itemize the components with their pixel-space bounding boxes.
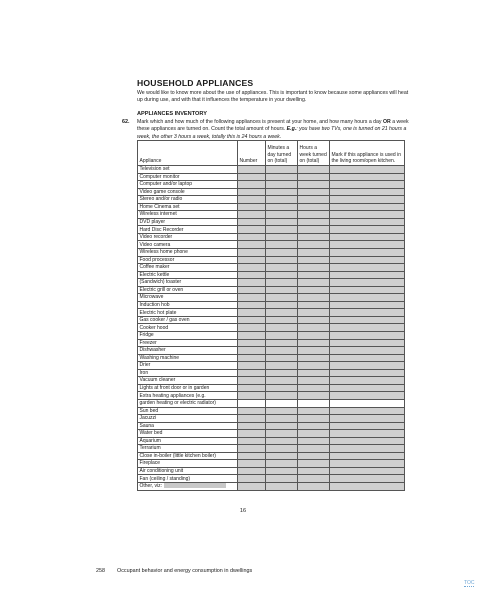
header-hours: Hours a week turned on (total) bbox=[298, 141, 330, 166]
table-row bbox=[138, 316, 405, 324]
minutes-cell[interactable] bbox=[266, 369, 298, 377]
hours-cell[interactable] bbox=[298, 482, 330, 490]
living-room-mark-cell[interactable] bbox=[330, 166, 405, 174]
appliance-label: Fan (ceiling / standing) bbox=[138, 475, 238, 483]
number-cell[interactable] bbox=[238, 437, 266, 445]
appliance-label: Fridge bbox=[138, 332, 238, 340]
minutes-cell[interactable] bbox=[266, 482, 298, 490]
footer-title: Occupant behavior and energy consumption in dwellings bbox=[117, 568, 253, 574]
hours-cell[interactable] bbox=[298, 211, 330, 219]
number-cell[interactable] bbox=[238, 422, 266, 430]
appliance-label: (Sandwich) toaster bbox=[138, 279, 238, 287]
living-room-mark-cell[interactable] bbox=[330, 384, 405, 392]
number-cell[interactable] bbox=[238, 181, 266, 189]
table-row bbox=[138, 271, 405, 279]
hours-cell[interactable] bbox=[298, 460, 330, 468]
appliance-label: Video camera bbox=[138, 241, 238, 249]
appliance-label: Air conditioning unit bbox=[138, 467, 238, 475]
example-text: : you have two TVs, one is turned on 21 hours a week, the other 3 hours a week, totally this is 24 hours a week. bbox=[137, 126, 407, 140]
number-cell[interactable] bbox=[238, 173, 266, 181]
table-row bbox=[138, 249, 405, 257]
living-room-mark-cell[interactable] bbox=[330, 467, 405, 475]
table-row bbox=[138, 332, 405, 340]
minutes-cell[interactable] bbox=[266, 166, 298, 174]
minutes-cell[interactable] bbox=[266, 415, 298, 423]
living-room-mark-cell[interactable] bbox=[330, 226, 405, 234]
hours-cell[interactable] bbox=[298, 166, 330, 174]
number-cell[interactable] bbox=[238, 467, 266, 475]
minutes-cell[interactable] bbox=[266, 384, 298, 392]
number-cell[interactable] bbox=[238, 415, 266, 423]
table-row bbox=[138, 369, 405, 377]
living-room-mark-cell[interactable] bbox=[330, 339, 405, 347]
number-cell[interactable] bbox=[238, 279, 266, 287]
minutes-cell[interactable] bbox=[266, 332, 298, 340]
living-room-mark-cell[interactable] bbox=[330, 316, 405, 324]
table-row bbox=[138, 166, 405, 174]
question-text bbox=[137, 119, 412, 141]
number-cell[interactable] bbox=[238, 166, 266, 174]
number-cell[interactable] bbox=[238, 249, 266, 257]
hours-cell[interactable] bbox=[298, 467, 330, 475]
appliance-label: Induction hob bbox=[138, 301, 238, 309]
living-room-mark-cell[interactable] bbox=[330, 422, 405, 430]
minutes-cell[interactable] bbox=[266, 264, 298, 272]
appliance-label: Home Cinema set bbox=[138, 203, 238, 211]
living-room-mark-cell[interactable] bbox=[330, 271, 405, 279]
minutes-cell[interactable] bbox=[266, 294, 298, 302]
minutes-cell[interactable] bbox=[266, 286, 298, 294]
table-row bbox=[138, 482, 405, 490]
hours-cell[interactable] bbox=[298, 316, 330, 324]
table-row bbox=[138, 294, 405, 302]
living-room-mark-cell[interactable] bbox=[330, 460, 405, 468]
minutes-cell[interactable] bbox=[266, 301, 298, 309]
appliance-label: Coffee maker bbox=[138, 264, 238, 272]
appliance-label: Fireplace bbox=[138, 460, 238, 468]
hours-cell[interactable] bbox=[298, 309, 330, 317]
table-row bbox=[138, 211, 405, 219]
appliance-label: Electric hot plate bbox=[138, 309, 238, 317]
living-room-mark-cell[interactable] bbox=[330, 173, 405, 181]
minutes-cell[interactable] bbox=[266, 316, 298, 324]
living-room-mark-cell[interactable] bbox=[330, 407, 405, 415]
hours-cell[interactable] bbox=[298, 241, 330, 249]
table-row bbox=[138, 218, 405, 226]
number-cell[interactable] bbox=[238, 354, 266, 362]
appliance-label: Lights at front door or in garden bbox=[138, 384, 238, 392]
table-row bbox=[138, 377, 405, 385]
number-cell[interactable] bbox=[238, 196, 266, 204]
minutes-cell[interactable] bbox=[266, 430, 298, 438]
section-title: APPLIANCES INVENTORY bbox=[137, 111, 207, 117]
minutes-cell[interactable] bbox=[266, 188, 298, 196]
toc-link[interactable]: TOC bbox=[464, 580, 475, 586]
hours-cell[interactable] bbox=[298, 407, 330, 415]
appliance-label: Electric grill or oven bbox=[138, 286, 238, 294]
table-row bbox=[138, 226, 405, 234]
appliance-label: Sun bed bbox=[138, 407, 238, 415]
living-room-mark-cell[interactable] bbox=[330, 309, 405, 317]
number-cell[interactable] bbox=[238, 309, 266, 317]
number-cell[interactable] bbox=[238, 233, 266, 241]
living-room-mark-cell[interactable] bbox=[330, 482, 405, 490]
living-room-mark-cell[interactable] bbox=[330, 362, 405, 370]
minutes-cell[interactable] bbox=[266, 233, 298, 241]
table-row bbox=[138, 309, 405, 317]
number-cell[interactable] bbox=[238, 203, 266, 211]
number-cell[interactable] bbox=[238, 332, 266, 340]
appliance-label: Video recorder bbox=[138, 233, 238, 241]
table-row bbox=[138, 415, 405, 423]
hours-cell[interactable] bbox=[298, 271, 330, 279]
table-row bbox=[138, 430, 405, 438]
living-room-mark-cell[interactable] bbox=[330, 188, 405, 196]
appliance-label: Microwave bbox=[138, 294, 238, 302]
living-room-mark-cell[interactable] bbox=[330, 286, 405, 294]
living-room-mark-cell[interactable] bbox=[330, 279, 405, 287]
table-row bbox=[138, 460, 405, 468]
minutes-cell[interactable] bbox=[266, 249, 298, 257]
number-cell[interactable] bbox=[238, 324, 266, 332]
table-row bbox=[138, 279, 405, 287]
table-row bbox=[138, 384, 405, 392]
table-row bbox=[138, 467, 405, 475]
living-room-mark-cell[interactable] bbox=[330, 241, 405, 249]
hours-cell[interactable] bbox=[298, 437, 330, 445]
header-appliance: Appliance bbox=[138, 141, 238, 166]
living-room-mark-cell[interactable] bbox=[330, 415, 405, 423]
living-room-mark-cell[interactable] bbox=[330, 203, 405, 211]
number-cell[interactable] bbox=[238, 347, 266, 355]
table-row bbox=[138, 241, 405, 249]
table-row bbox=[138, 196, 405, 204]
number-cell[interactable] bbox=[238, 369, 266, 377]
appliance-label: Hard Disc Recorder bbox=[138, 226, 238, 234]
number-cell[interactable] bbox=[238, 256, 266, 264]
hours-cell[interactable] bbox=[298, 294, 330, 302]
appliance-label: garden heating or electric radiator) bbox=[138, 399, 238, 407]
appliance-label: Vacuum cleaner bbox=[138, 377, 238, 385]
number-cell[interactable] bbox=[238, 377, 266, 385]
table-row bbox=[138, 362, 405, 370]
hours-cell[interactable] bbox=[298, 218, 330, 226]
appliance-label: Electric kettle bbox=[138, 271, 238, 279]
living-room-mark-cell[interactable] bbox=[330, 196, 405, 204]
hours-cell[interactable] bbox=[298, 226, 330, 234]
number-cell[interactable] bbox=[238, 430, 266, 438]
living-room-mark-cell[interactable] bbox=[330, 437, 405, 445]
minutes-cell[interactable] bbox=[266, 203, 298, 211]
table-row bbox=[138, 407, 405, 415]
living-room-mark-cell[interactable] bbox=[330, 294, 405, 302]
appliance-label: Food processor bbox=[138, 256, 238, 264]
hours-cell[interactable] bbox=[298, 430, 330, 438]
number-cell[interactable] bbox=[238, 226, 266, 234]
living-room-mark-cell[interactable] bbox=[330, 369, 405, 377]
table-row bbox=[138, 181, 405, 189]
living-room-mark-cell[interactable] bbox=[330, 377, 405, 385]
minutes-cell[interactable] bbox=[266, 399, 298, 407]
table-row bbox=[138, 475, 405, 483]
minutes-cell[interactable] bbox=[266, 445, 298, 453]
number-cell[interactable] bbox=[238, 301, 266, 309]
appliance-label: DVD player bbox=[138, 218, 238, 226]
header-number: Number bbox=[238, 141, 266, 166]
minutes-cell[interactable] bbox=[266, 362, 298, 370]
hours-cell[interactable] bbox=[298, 422, 330, 430]
table-row bbox=[138, 392, 405, 400]
hours-cell[interactable] bbox=[298, 347, 330, 355]
question-text-b: a week these appliances are turned on. Count the total amount of hours. bbox=[137, 119, 409, 133]
table-body bbox=[138, 166, 405, 491]
example-label: E.g. bbox=[286, 126, 297, 133]
header-minutes: Minutes a day turned on (total) bbox=[266, 141, 298, 166]
table-row bbox=[138, 264, 405, 272]
hours-cell[interactable] bbox=[298, 188, 330, 196]
living-room-mark-cell[interactable] bbox=[330, 354, 405, 362]
number-cell[interactable] bbox=[238, 384, 266, 392]
living-room-mark-cell[interactable] bbox=[330, 392, 405, 400]
minutes-cell[interactable] bbox=[266, 211, 298, 219]
number-cell[interactable] bbox=[238, 407, 266, 415]
number-cell[interactable] bbox=[238, 362, 266, 370]
hours-cell[interactable] bbox=[298, 415, 330, 423]
appliance-label: Wireless internet bbox=[138, 211, 238, 219]
table-row bbox=[138, 233, 405, 241]
appliance-label: Computer monitor bbox=[138, 173, 238, 181]
living-room-mark-cell[interactable] bbox=[330, 445, 405, 453]
appliance-label: Cooker hood bbox=[138, 324, 238, 332]
minutes-cell[interactable] bbox=[266, 309, 298, 317]
number-cell[interactable] bbox=[238, 188, 266, 196]
hours-cell[interactable] bbox=[298, 452, 330, 460]
table-row bbox=[138, 437, 405, 445]
table-row bbox=[138, 324, 405, 332]
table-row bbox=[138, 173, 405, 181]
table-row bbox=[138, 286, 405, 294]
hours-cell[interactable] bbox=[298, 445, 330, 453]
number-cell[interactable] bbox=[238, 399, 266, 407]
table-row bbox=[138, 188, 405, 196]
number-cell[interactable] bbox=[238, 392, 266, 400]
minutes-cell[interactable] bbox=[266, 437, 298, 445]
living-room-mark-cell[interactable] bbox=[330, 181, 405, 189]
hours-cell[interactable] bbox=[298, 233, 330, 241]
minutes-cell[interactable] bbox=[266, 271, 298, 279]
minutes-cell[interactable] bbox=[266, 347, 298, 355]
number-cell[interactable] bbox=[238, 218, 266, 226]
living-room-mark-cell[interactable] bbox=[330, 475, 405, 483]
minutes-cell[interactable] bbox=[266, 196, 298, 204]
number-cell[interactable] bbox=[238, 316, 266, 324]
appliance-label: Other, viz: bbox=[138, 482, 238, 490]
living-room-mark-cell[interactable] bbox=[330, 218, 405, 226]
minutes-cell[interactable] bbox=[266, 218, 298, 226]
appliance-label: Washing machine bbox=[138, 354, 238, 362]
hours-cell[interactable] bbox=[298, 475, 330, 483]
page-number: 16 bbox=[239, 508, 247, 514]
number-cell[interactable] bbox=[238, 339, 266, 347]
appliance-label: Drier bbox=[138, 362, 238, 370]
minutes-cell[interactable] bbox=[266, 460, 298, 468]
appliance-label: Freezer bbox=[138, 339, 238, 347]
appliance-label: Jacuzzi bbox=[138, 415, 238, 423]
hours-cell[interactable] bbox=[298, 399, 330, 407]
intro-paragraph: We would like to know more about the use of appliances. This is important to know because some appliances will heat up during use, and with that it influences the temperature in your dwelling. bbox=[137, 90, 409, 104]
minutes-cell[interactable] bbox=[266, 475, 298, 483]
living-room-mark-cell[interactable] bbox=[330, 332, 405, 340]
hours-cell[interactable] bbox=[298, 369, 330, 377]
number-cell[interactable] bbox=[238, 294, 266, 302]
living-room-mark-cell[interactable] bbox=[330, 256, 405, 264]
table-row bbox=[138, 203, 405, 211]
living-room-mark-cell[interactable] bbox=[330, 399, 405, 407]
hours-cell[interactable] bbox=[298, 301, 330, 309]
table-row bbox=[138, 422, 405, 430]
living-room-mark-cell[interactable] bbox=[330, 211, 405, 219]
header-mark: Mark if this appliance is used in the living room/open kitchen. bbox=[330, 141, 405, 166]
minutes-cell[interactable] bbox=[266, 339, 298, 347]
page-title: HOUSEHOLD APPLIANCES bbox=[137, 78, 254, 88]
table-row bbox=[138, 399, 405, 407]
living-room-mark-cell[interactable] bbox=[330, 324, 405, 332]
table-row bbox=[138, 354, 405, 362]
number-cell[interactable] bbox=[238, 452, 266, 460]
hours-cell[interactable] bbox=[298, 203, 330, 211]
minutes-cell[interactable] bbox=[266, 392, 298, 400]
minutes-cell[interactable] bbox=[266, 422, 298, 430]
hours-cell[interactable] bbox=[298, 173, 330, 181]
footer-page-number: 258 bbox=[96, 568, 105, 574]
number-cell[interactable] bbox=[238, 482, 266, 490]
minutes-cell[interactable] bbox=[266, 354, 298, 362]
minutes-cell[interactable] bbox=[266, 173, 298, 181]
number-cell[interactable] bbox=[238, 211, 266, 219]
appliance-label: Television set bbox=[138, 166, 238, 174]
minutes-cell[interactable] bbox=[266, 181, 298, 189]
minutes-cell[interactable] bbox=[266, 256, 298, 264]
hours-cell[interactable] bbox=[298, 181, 330, 189]
appliance-label: Close in-boiler (little kitchen boiler) bbox=[138, 452, 238, 460]
number-cell[interactable] bbox=[238, 445, 266, 453]
appliance-label: Terrarium bbox=[138, 445, 238, 453]
minutes-cell[interactable] bbox=[266, 452, 298, 460]
hours-cell[interactable] bbox=[298, 354, 330, 362]
table-row bbox=[138, 452, 405, 460]
appliance-label: Video game console bbox=[138, 188, 238, 196]
appliance-label: Sauna bbox=[138, 422, 238, 430]
hours-cell[interactable] bbox=[298, 377, 330, 385]
hours-cell[interactable] bbox=[298, 324, 330, 332]
minutes-cell[interactable] bbox=[266, 324, 298, 332]
table-row bbox=[138, 445, 405, 453]
appliance-label: Wireless home phone bbox=[138, 249, 238, 257]
hours-cell[interactable] bbox=[298, 384, 330, 392]
hours-cell[interactable] bbox=[298, 332, 330, 340]
number-cell[interactable] bbox=[238, 241, 266, 249]
appliance-label: Iron bbox=[138, 369, 238, 377]
living-room-mark-cell[interactable] bbox=[330, 249, 405, 257]
number-cell[interactable] bbox=[238, 271, 266, 279]
appliance-label: Extra heating appliances (e.g. bbox=[138, 392, 238, 400]
number-cell[interactable] bbox=[238, 460, 266, 468]
minutes-cell[interactable] bbox=[266, 407, 298, 415]
appliance-label: Dishwasher bbox=[138, 347, 238, 355]
table-row bbox=[138, 256, 405, 264]
question-text-bold: OR bbox=[382, 119, 391, 125]
hours-cell[interactable] bbox=[298, 286, 330, 294]
appliance-label: Aquarium bbox=[138, 437, 238, 445]
appliance-label: Computer and/or laptop bbox=[138, 181, 238, 189]
living-room-mark-cell[interactable] bbox=[330, 430, 405, 438]
hours-cell[interactable] bbox=[298, 264, 330, 272]
hours-cell[interactable] bbox=[298, 196, 330, 204]
appliance-label: Water bed bbox=[138, 430, 238, 438]
number-cell[interactable] bbox=[238, 286, 266, 294]
table-row bbox=[138, 339, 405, 347]
table-row bbox=[138, 347, 405, 355]
appliance-label: Stereo and/or radio bbox=[138, 196, 238, 204]
hours-cell[interactable] bbox=[298, 362, 330, 370]
living-room-mark-cell[interactable] bbox=[330, 233, 405, 241]
living-room-mark-cell[interactable] bbox=[330, 452, 405, 460]
minutes-cell[interactable] bbox=[266, 226, 298, 234]
table-header-row bbox=[138, 141, 405, 166]
living-room-mark-cell[interactable] bbox=[330, 264, 405, 272]
hours-cell[interactable] bbox=[298, 339, 330, 347]
minutes-cell[interactable] bbox=[266, 467, 298, 475]
question-number: 62. bbox=[122, 119, 130, 125]
number-cell[interactable] bbox=[238, 475, 266, 483]
hours-cell[interactable] bbox=[298, 392, 330, 400]
appliance-label: Gas cooker / gas oven bbox=[138, 316, 238, 324]
appliances-table bbox=[137, 140, 405, 491]
living-room-mark-cell[interactable] bbox=[330, 347, 405, 355]
hours-cell[interactable] bbox=[298, 256, 330, 264]
other-field[interactable] bbox=[164, 483, 226, 488]
hours-cell[interactable] bbox=[298, 249, 330, 257]
hours-cell[interactable] bbox=[298, 279, 330, 287]
living-room-mark-cell[interactable] bbox=[330, 301, 405, 309]
question-text-a: Mark which and how much of the following appliances is present at your home, and how many hours a day bbox=[137, 119, 383, 125]
minutes-cell[interactable] bbox=[266, 241, 298, 249]
minutes-cell[interactable] bbox=[266, 279, 298, 287]
number-cell[interactable] bbox=[238, 264, 266, 272]
minutes-cell[interactable] bbox=[266, 377, 298, 385]
table-row bbox=[138, 301, 405, 309]
